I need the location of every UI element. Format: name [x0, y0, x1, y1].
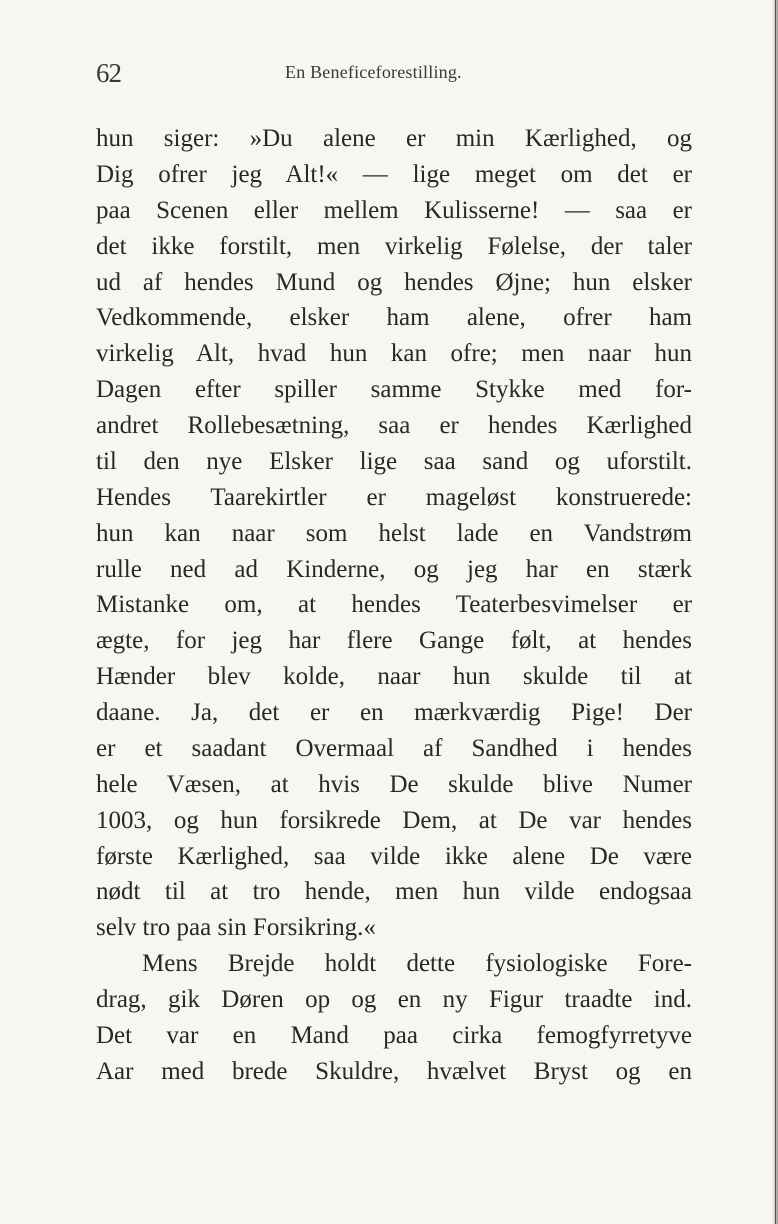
text-line: Hendes Taarekirtler er mageløst konstruerede: [96, 483, 692, 511]
body-text [96, 121, 692, 1090]
text-line: hun siger: »Du alene er min Kærlighed, og [96, 125, 692, 152]
text-line: andret Rollebesætning, saa er hendes Kærlighed [96, 412, 692, 439]
page-edge-line [775, 0, 776, 1224]
text-line: første Kærlighed, saa vilde ikke alene De være [96, 842, 692, 870]
page-number: 62 [96, 58, 121, 88]
text-line: Mens Brejde holdt dette fysiologiske Fore- [142, 950, 692, 978]
text-line: Det var en Mand paa cirka femogfyrretyve [96, 1021, 692, 1049]
text-line: Aar med brede Skuldre, hvælvet Bryst og en [96, 1057, 692, 1085]
text-line: daane. Ja, det er en mærkværdig Pige! Der [96, 699, 692, 726]
text-line: hele Væsen, at hvis De skulde blive Numer [96, 770, 692, 798]
text-line: Dagen efter spiller samme Stykke med for- [96, 376, 692, 404]
text-line: til den nye Elsker lige saa sand og uforstilt. [96, 447, 692, 475]
running-title: En Beneficeforestilling. [285, 62, 462, 82]
text-line: nødt til at tro hende, men hun vilde endogsaa [96, 878, 692, 906]
text-line: virkelig Alt, hvad hun kan ofre; men naar hun [96, 340, 692, 368]
text-line: Mistanke om, at hendes Teaterbesvimelser er [96, 591, 692, 619]
page-header [96, 58, 696, 88]
text-line: ægte, for jeg har flere Gange følt, at hendes [96, 627, 692, 655]
text-line: det ikke forstilt, men virkelig Følelse, der taler [96, 232, 692, 260]
text-line: Vedkommende, elsker ham alene, ofrer ham [96, 304, 692, 332]
text-line: drag, gik Døren op og en ny Figur traadte ind. [96, 986, 692, 1013]
text-line: ud af hendes Mund og hendes Øjne; hun elsker [96, 268, 692, 296]
text-line: Dig ofrer jeg Alt!« — lige meget om det er [96, 160, 692, 188]
text-line: paa Scenen eller mellem Kulisserne! — saa er [96, 196, 692, 224]
text-line: er et saadant Overmaal af Sandhed i hendes [96, 734, 692, 762]
text-line: hun kan naar som helst lade en Vandstrøm [96, 519, 692, 547]
text-line: Hænder blev kolde, naar hun skulde til at [96, 663, 692, 691]
text-line: rulle ned ad Kinderne, og jeg har en stærk [96, 555, 692, 583]
text-line: selv tro paa sin Forsikring.« [96, 914, 376, 942]
text-line: 1003, og hun forsikrede Dem, at De var hendes [96, 806, 692, 834]
